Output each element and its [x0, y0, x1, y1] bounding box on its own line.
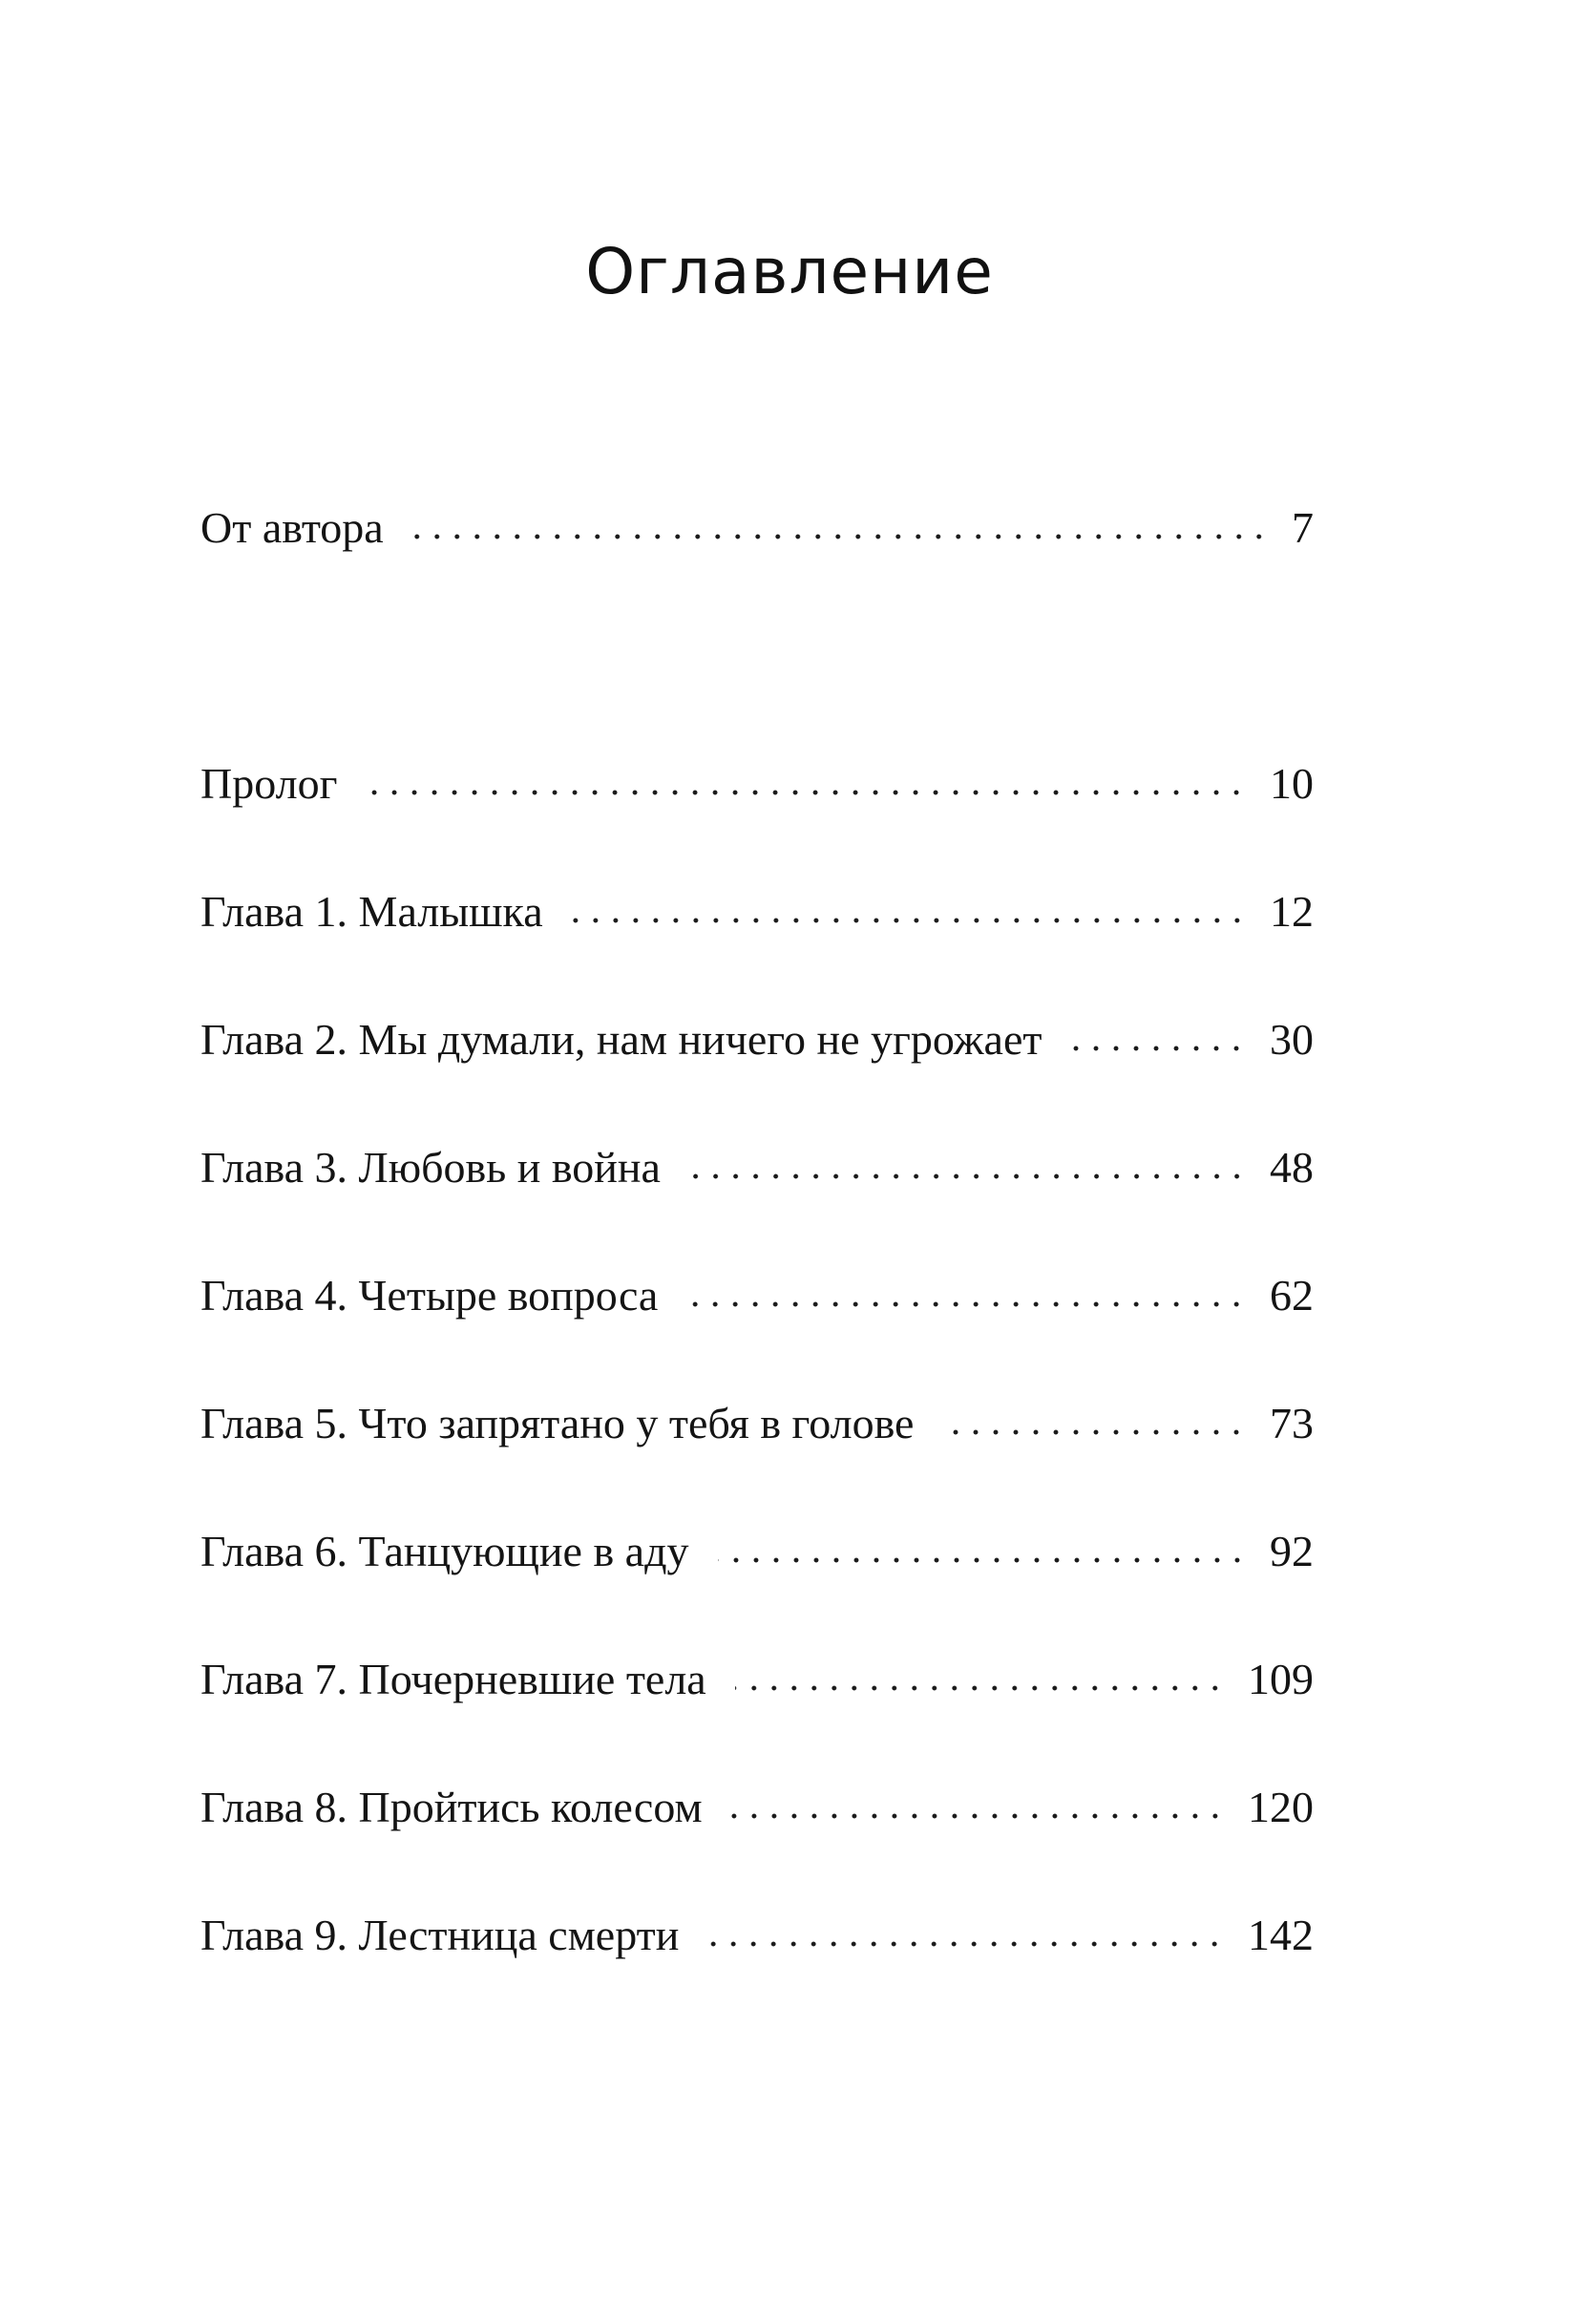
- dot-leader: [572, 916, 1247, 925]
- toc-entry-title: Пролог: [200, 759, 338, 808]
- toc-entry-page: 48: [1270, 1143, 1314, 1192]
- dot-leader: [942, 1427, 1247, 1437]
- toc-entry-chapter-5[interactable]: [200, 1390, 1314, 1457]
- toc-entry-title: Глава 6. Танцующие в аду: [200, 1527, 689, 1575]
- toc-entry-title: Глава 7. Почерневшие тела: [200, 1655, 706, 1703]
- dot-leader: [689, 1172, 1247, 1181]
- toc-entry-prologue[interactable]: [200, 750, 1314, 817]
- toc-entry-chapter-9[interactable]: [200, 1902, 1314, 1969]
- toc-entry-title: Глава 4. Четыре вопроса: [200, 1271, 659, 1320]
- toc-entry-title: Глава 2. Мы думали, нам ничего не угрожает: [200, 1015, 1042, 1064]
- toc-entry-page: 92: [1270, 1527, 1314, 1575]
- dot-leader: [731, 1811, 1225, 1821]
- toc-entry-page: 62: [1270, 1271, 1314, 1320]
- toc-entry-page: 10: [1270, 759, 1314, 808]
- toc-entry-chapter-4[interactable]: [200, 1262, 1314, 1329]
- toc-entry-page: 73: [1270, 1399, 1314, 1447]
- toc-entry-page: 7: [1292, 503, 1314, 552]
- toc-entry-page: 109: [1248, 1655, 1314, 1703]
- dot-leader: [366, 788, 1247, 797]
- toc-entry-title: Глава 5. Что запрятано у тебя в голове: [200, 1399, 915, 1447]
- toc-entry-from-author[interactable]: [200, 495, 1314, 561]
- toc-entry-chapter-6[interactable]: [200, 1518, 1314, 1585]
- dot-leader: [686, 1299, 1247, 1309]
- dot-leader: [412, 532, 1269, 541]
- toc-entry-chapter-8[interactable]: [200, 1774, 1314, 1841]
- dot-leader: [1070, 1044, 1247, 1053]
- toc-entry-chapter-7[interactable]: [200, 1646, 1314, 1713]
- toc-entry-page: 120: [1248, 1783, 1314, 1831]
- dot-leader: [718, 1555, 1247, 1565]
- toc-entry-title: Глава 1. Малышка: [200, 887, 543, 936]
- toc-entry-page: 142: [1248, 1911, 1314, 1959]
- toc-entry-page: 30: [1270, 1015, 1314, 1064]
- toc-entry-title: Глава 3. Любовь и война: [200, 1143, 661, 1192]
- toc-entry-chapter-2[interactable]: [200, 1006, 1314, 1073]
- toc-entry-chapter-3[interactable]: [200, 1134, 1314, 1201]
- page-title: Оглавление: [585, 235, 994, 308]
- dot-leader: [735, 1683, 1225, 1693]
- dot-leader: [707, 1939, 1225, 1949]
- toc-entry-chapter-1[interactable]: [200, 878, 1314, 945]
- toc-entry-title: От автора: [200, 503, 384, 552]
- toc-entry-page: 12: [1270, 887, 1314, 936]
- toc-entry-title: Глава 9. Лестница смерти: [200, 1911, 680, 1959]
- toc-entry-title: Глава 8. Пройтись колесом: [200, 1783, 703, 1831]
